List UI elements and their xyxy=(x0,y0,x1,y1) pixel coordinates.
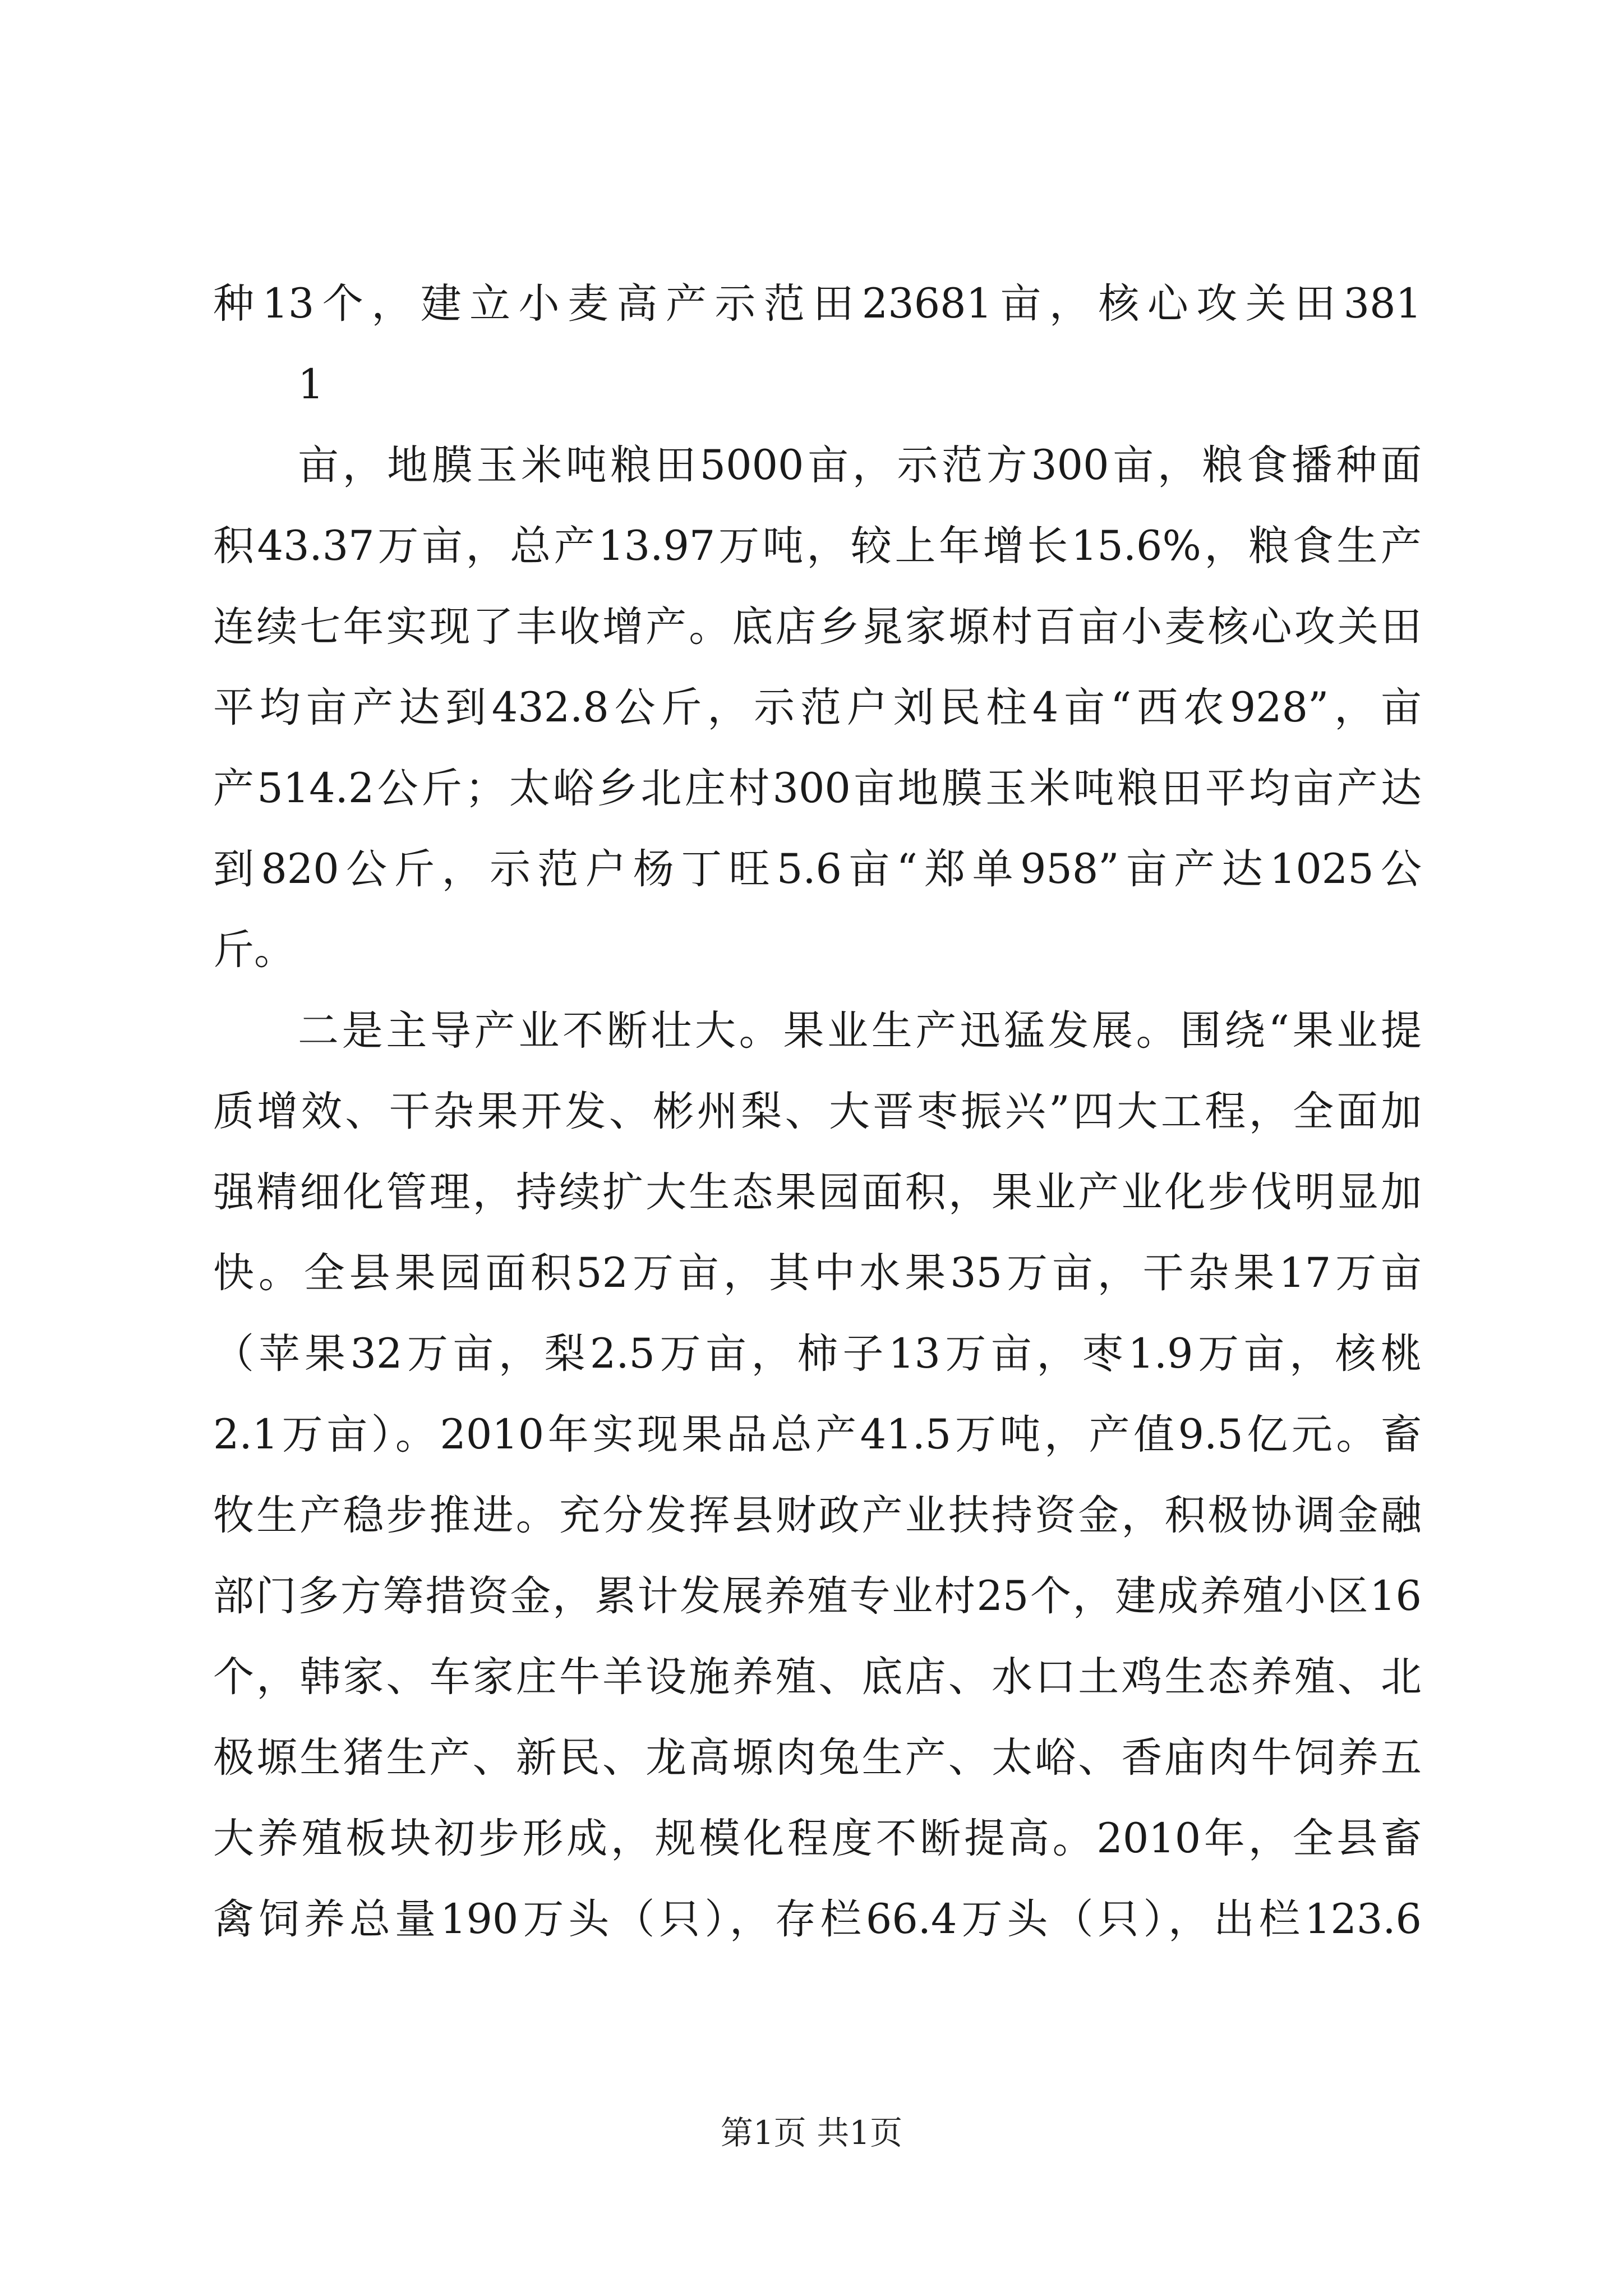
text-line: 部门多方筹措资金，累计发展养殖专业村25个，建成养殖小区16 xyxy=(213,1572,1422,1620)
text-line: 牧生产稳步推进。充分发挥县财政产业扶持资金，积极协调金融 xyxy=(213,1492,1422,1539)
text-line: 积43.37万亩，总产13.97万吨，较上年增长15.6%，粮食生产 xyxy=(213,522,1422,570)
text-line: 极塬生猪生产、新民、龙高塬肉兔生产、太峪、香庙肉牛饲养五 xyxy=(213,1734,1422,1782)
text-line: 个，韩家、车家庄牛羊设施养殖、底店、水口土鸡生态养殖、北 xyxy=(213,1653,1422,1701)
text-line: 二是主导产业不断壮大。果业生产迅猛发展。围绕“果业提 xyxy=(298,1007,1422,1055)
inline-page-number: 1 xyxy=(298,361,324,408)
text-line: 强精细化管理，持续扩大生态果园面积，果业产业化步伐明显加 xyxy=(213,1168,1422,1216)
text-line: 产514.2公斤；太峪乡北庄村300亩地膜玉米吨粮田平均亩产达 xyxy=(213,765,1422,812)
page-footer: 第1页 共1页 xyxy=(720,2114,903,2152)
text-line: 亩，地膜玉米吨粮田5000亩，示范方300亩，粮食播种面 xyxy=(298,441,1422,489)
text-line: 2.1万亩）。2010年实现果品总产41.5万吨，产值9.5亿元。畜 xyxy=(213,1411,1422,1458)
text-line: 大养殖板块初步形成，规模化程度不断提高。2010年，全县畜 xyxy=(213,1815,1422,1862)
text-line: 到820公斤，示范户杨丁旺5.6亩“郑单958”亩产达1025公 xyxy=(213,845,1422,893)
text-line: 种13个，建立小麦高产示范田23681亩，核心攻关田381 xyxy=(213,280,1422,328)
text-line: （苹果32万亩，梨2.5万亩，柿子13万亩，枣1.9万亩，核桃 xyxy=(213,1330,1422,1378)
text-line: 斤。 xyxy=(213,926,295,974)
text-line: 质增效、干杂果开发、彬州梨、大晋枣振兴”四大工程，全面加 xyxy=(213,1088,1422,1135)
text-line: 连续七年实现了丰收增产。底店乡晁家塬村百亩小麦核心攻关田 xyxy=(213,603,1422,651)
text-line: 平均亩产达到432.8公斤，示范户刘民柱4亩“西农928”，亩 xyxy=(213,684,1422,731)
text-line: 快。全县果园面积52万亩，其中水果35万亩，干杂果17万亩 xyxy=(213,1249,1422,1297)
text-line: 禽饲养总量190万头（只），存栏66.4万头（只），出栏123.6 xyxy=(213,1895,1422,1943)
body-text xyxy=(213,264,1422,1960)
